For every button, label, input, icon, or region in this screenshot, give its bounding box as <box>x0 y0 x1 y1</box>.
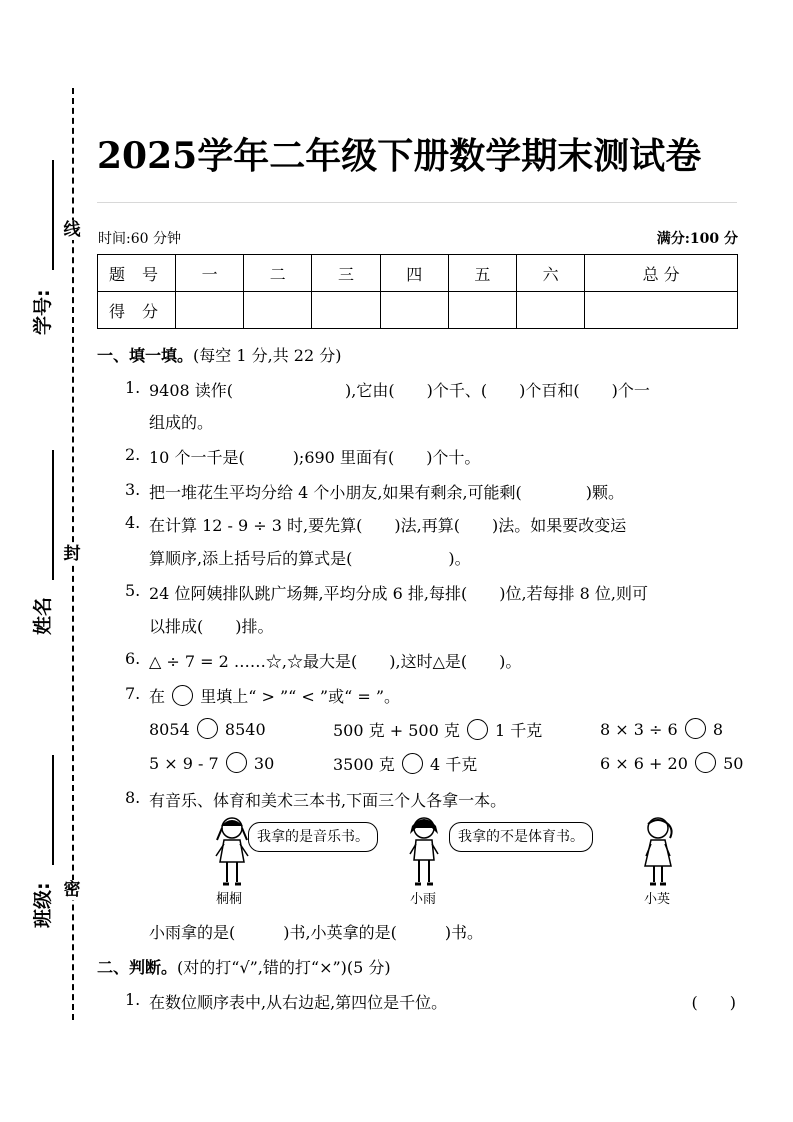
score-cell-header: 二 <box>244 255 312 292</box>
speech-bubble-xiaoyu: 我拿的不是体育书。 <box>449 822 593 852</box>
score-cell-header: 六 <box>517 255 585 292</box>
question-5-line-1: 24 位阿姨排队跳广场舞,平均分成 6 排,每排( )位,若每排 8 位,则可 <box>149 584 648 603</box>
student-no-blank[interactable] <box>52 160 54 270</box>
compare-left: 3500 克 <box>333 755 395 774</box>
score-cell-blank[interactable] <box>176 292 244 329</box>
question-8: 有音乐、体育和美术三本书,下面三个人各拿一本。 <box>149 791 507 810</box>
compare-item <box>600 752 743 773</box>
girl-xiaoyu-illustration <box>404 814 444 888</box>
compare-circle[interactable] <box>402 753 423 774</box>
binding-mark-feng: 封 <box>63 544 81 564</box>
question-4-line-1: 在计算 12 - 9 ÷ 3 时,要先算( )法,再算( )法。如果要改变运 <box>149 516 627 535</box>
score-cell-blank[interactable] <box>448 292 516 329</box>
section-2-note: (对的打“√”,错的打“×”)(5 分) <box>177 958 391 977</box>
score-table-score-row <box>98 292 738 329</box>
compare-circle[interactable] <box>197 718 218 739</box>
speech-bubble-tongtong: 我拿的是音乐书。 <box>248 822 378 852</box>
title-divider <box>97 202 737 203</box>
section-2-heading <box>97 955 391 978</box>
question-8-answer: 小雨拿的是( )书,小英拿的是( )书。 <box>149 923 484 942</box>
compare-item <box>333 752 477 775</box>
question-number: 5. <box>125 581 141 600</box>
score-cell-blank[interactable] <box>312 292 380 329</box>
question-4-line-2: 算顺序,添上括号后的算式是( )。 <box>149 549 471 568</box>
judge-question-1: 在数位顺序表中,从右边起,第四位是千位。 <box>149 993 448 1012</box>
class-label: 班级: <box>32 882 54 928</box>
question-number: 4. <box>125 513 141 532</box>
score-cell-blank[interactable] <box>244 292 312 329</box>
compare-item <box>600 718 723 739</box>
section-1-title: 一、填一填。 <box>97 346 194 365</box>
score-cell-header: 三 <box>312 255 380 292</box>
question-7-pre: 在 <box>149 687 166 706</box>
question-6: △ ÷ 7 = 2 ……☆,☆最大是( ),这时△是( )。 <box>149 652 522 671</box>
name-blank[interactable] <box>52 450 54 580</box>
question-number: 2. <box>125 445 141 464</box>
section-1-heading <box>97 343 341 366</box>
kid-name-xiaoyu: 小雨 <box>410 892 437 907</box>
compare-circle[interactable] <box>685 718 706 739</box>
compare-right: 4 千克 <box>430 755 478 774</box>
score-cell-blank[interactable] <box>585 292 738 329</box>
question-3: 把一堆花生平均分给 4 个小朋友,如果有剩余,可能剩( )颗。 <box>149 483 625 502</box>
question-7-post: 里填上“ > ”“ < ”或“ = ”。 <box>200 687 401 706</box>
binding-mark-mi: 密 <box>63 880 81 900</box>
question-number: 6. <box>125 649 141 668</box>
question-1-line-1: 9408 读作( ),它由( )个千、( )个百和( )个一 <box>149 381 650 400</box>
section-1-note: (每空 1 分,共 22 分) <box>193 346 342 365</box>
score-row-label: 得 分 <box>98 292 176 329</box>
compare-item <box>333 718 542 741</box>
score-cell-header: 总 分 <box>585 255 738 292</box>
compare-right: 30 <box>253 754 275 773</box>
score-table <box>97 254 738 329</box>
compare-right: 50 <box>723 754 744 773</box>
score-cell-header: 一 <box>176 255 244 292</box>
binding-mark-xian: 线 <box>63 220 81 240</box>
page-title: 2025学年二年级下册数学期末测试卷 <box>97 135 702 177</box>
question-number: 1. <box>125 378 141 397</box>
question-number: 3. <box>125 480 141 499</box>
score-cell-blank[interactable] <box>517 292 585 329</box>
question-number: 1. <box>125 990 141 1009</box>
compare-left: 8 × 3 ÷ 6 <box>600 720 678 739</box>
question-7 <box>149 684 400 707</box>
full-score: 满分:100 分 <box>656 231 738 247</box>
compare-left: 500 克 + 500 克 <box>333 721 460 740</box>
question-1-line-2: 组成的。 <box>149 413 214 432</box>
score-cell-header: 五 <box>448 255 516 292</box>
kid-name-xiaoying: 小英 <box>644 892 671 907</box>
girl-tongtong-illustration <box>212 814 252 888</box>
girl-xiaoying-illustration <box>638 814 678 888</box>
question-number: 8. <box>125 788 141 807</box>
compare-left: 5 × 9 - 7 <box>149 754 219 773</box>
compare-right: 8540 <box>224 720 266 739</box>
section-2-title: 二、判断。 <box>97 958 178 977</box>
exam-time: 时间:60 分钟 <box>98 231 181 247</box>
compare-item <box>149 718 266 739</box>
class-blank[interactable] <box>52 755 54 865</box>
circle-icon <box>172 685 193 706</box>
compare-right: 1 千克 <box>495 721 543 740</box>
compare-circle[interactable] <box>695 752 716 773</box>
score-table-header-row <box>98 255 738 292</box>
name-label: 姓名 <box>32 596 54 635</box>
compare-right: 8 <box>712 720 724 739</box>
compare-left: 6 × 6 + 20 <box>600 754 688 773</box>
score-cell-header: 题 号 <box>98 255 176 292</box>
compare-circle[interactable] <box>226 752 247 773</box>
score-cell-header: 四 <box>380 255 448 292</box>
kid-name-tongtong: 桐桐 <box>216 892 243 907</box>
student-no-label: 学号: <box>32 289 54 335</box>
judge-answer-blank[interactable]: ( ) <box>691 993 736 1012</box>
question-5-line-2: 以排成( )排。 <box>149 617 274 636</box>
compare-item <box>149 752 274 773</box>
compare-circle[interactable] <box>467 719 488 740</box>
question-2: 10 个一千是( );690 里面有( )个十。 <box>149 448 481 467</box>
score-cell-blank[interactable] <box>380 292 448 329</box>
question-number: 7. <box>125 684 141 703</box>
compare-left: 8054 <box>149 720 190 739</box>
